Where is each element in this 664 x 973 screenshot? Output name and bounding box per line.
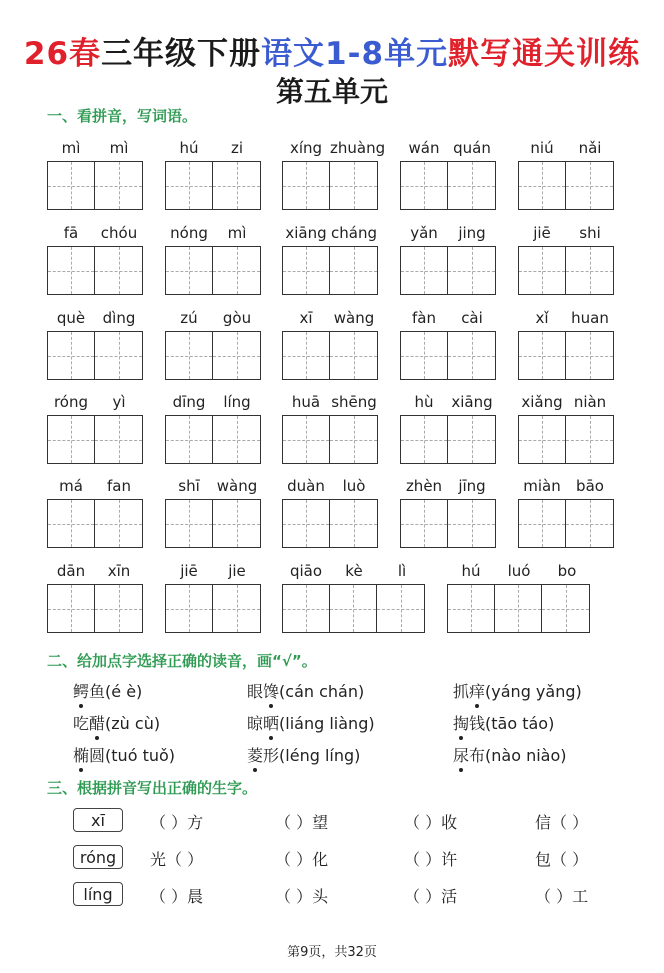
pinyin-label: xǐ: [535, 309, 549, 327]
pinyin-label: xīn: [107, 562, 131, 580]
grid-cell[interactable]: [283, 585, 330, 632]
pinyin-label: dīng: [172, 393, 206, 411]
grid-cell[interactable]: [566, 162, 613, 209]
choice-item: [247, 743, 360, 766]
word-char: 圆: [89, 746, 106, 765]
writing-box[interactable]: [518, 499, 614, 548]
pinyin-label: luò: [342, 477, 366, 495]
pinyin-label: jiē: [533, 224, 551, 242]
writing-box[interactable]: [518, 415, 614, 464]
pinyin-label: xiāng: [285, 224, 327, 242]
grid-cell[interactable]: [283, 247, 330, 294]
writing-box[interactable]: [400, 246, 496, 295]
pinyin-label: cài: [461, 309, 483, 327]
dotted-char: 醋: [89, 711, 105, 734]
writing-box[interactable]: [47, 161, 143, 210]
choice-item: [73, 711, 160, 734]
pinyin-label: shi: [579, 224, 601, 242]
grid-cell[interactable]: [448, 500, 495, 547]
reading-options[interactable]: (cán chán): [279, 682, 365, 701]
pinyin-label: xiāng: [451, 393, 493, 411]
title-year: 26春: [23, 36, 102, 72]
dotted-char: 晒: [263, 711, 279, 734]
pinyin-label: zhèn: [405, 477, 443, 495]
writing-box[interactable]: [165, 415, 261, 464]
word-char: 布: [469, 746, 486, 765]
pinyin-label: zi: [230, 139, 244, 157]
grid-cell[interactable]: [377, 585, 424, 632]
pinyin-label: niú: [530, 139, 554, 157]
writing-box[interactable]: [165, 246, 261, 295]
grid-cell[interactable]: [330, 416, 377, 463]
grid-cell[interactable]: [448, 585, 495, 632]
writing-box[interactable]: [400, 415, 496, 464]
grid-cell[interactable]: [401, 247, 448, 294]
pinyin-label: miàn: [523, 477, 561, 495]
grid-cell[interactable]: [213, 332, 260, 379]
reading-options[interactable]: (nào niào): [485, 746, 567, 765]
pinyin-label: róng: [53, 393, 89, 411]
reading-options[interactable]: (yáng yǎng): [485, 682, 582, 701]
word-char: 钱: [469, 714, 486, 733]
pinyin-label: jie: [228, 562, 246, 580]
grid-cell[interactable]: [283, 416, 330, 463]
grid-cell[interactable]: [166, 500, 213, 547]
word-char: 抓: [453, 682, 470, 701]
fill-blank[interactable]: 包（ ）: [535, 850, 589, 869]
grid-cell[interactable]: [519, 332, 566, 379]
pinyin-label: fan: [107, 477, 131, 495]
grid-cell[interactable]: [401, 416, 448, 463]
grid-cell[interactable]: [495, 585, 542, 632]
fill-blank[interactable]: （ ）许: [404, 850, 458, 869]
word-char: 形: [263, 746, 280, 765]
grid-cell[interactable]: [95, 500, 142, 547]
pinyin-label: dān: [56, 562, 86, 580]
choice-item: [247, 679, 364, 702]
grid-cell[interactable]: [330, 247, 377, 294]
grid-cell[interactable]: [213, 416, 260, 463]
grid-cell[interactable]: [166, 247, 213, 294]
fill-blank[interactable]: （ ）望: [275, 813, 329, 832]
word-char: 鱼: [89, 682, 106, 701]
pinyin-label: nǎi: [578, 139, 602, 157]
pinyin-label: què: [56, 309, 86, 327]
writing-box[interactable]: [165, 499, 261, 548]
pinyin-label: wàng: [333, 309, 375, 327]
grid-cell[interactable]: [166, 416, 213, 463]
pinyin-label: yì: [112, 393, 126, 411]
pinyin-label: xī: [299, 309, 313, 327]
reading-options[interactable]: (tuó tuǒ): [105, 746, 176, 765]
choice-item: [247, 711, 375, 734]
pinyin-label: shēng: [331, 393, 377, 411]
dotted-char: 尿: [453, 743, 469, 766]
fill-blank[interactable]: 信（ ）: [535, 813, 589, 832]
pinyin-label: duàn: [287, 477, 325, 495]
grid-cell[interactable]: [519, 247, 566, 294]
fill-blank[interactable]: （ ）工: [535, 887, 589, 906]
pinyin-label: zhuàng: [330, 139, 386, 157]
pinyin-label: líng: [223, 393, 251, 411]
pinyin-label: kè: [345, 562, 363, 580]
writing-box[interactable]: [400, 499, 496, 548]
grid-cell[interactable]: [166, 332, 213, 379]
pinyin-label: yǎn: [410, 224, 438, 242]
choice-item: [453, 743, 567, 766]
grid-cell[interactable]: [448, 416, 495, 463]
pinyin-label: cháng: [331, 224, 377, 242]
writing-box[interactable]: [282, 584, 425, 633]
writing-box[interactable]: [518, 161, 614, 210]
writing-box[interactable]: [518, 331, 614, 380]
grid-cell[interactable]: [213, 247, 260, 294]
reading-options[interactable]: (liáng liàng): [279, 714, 375, 733]
writing-box[interactable]: [165, 331, 261, 380]
writing-box[interactable]: [282, 246, 378, 295]
writing-box[interactable]: [518, 246, 614, 295]
word-char: 吃: [73, 714, 90, 733]
choice-item: [453, 679, 582, 702]
title-training: 默写通关训练: [448, 36, 641, 72]
writing-box[interactable]: [282, 161, 378, 210]
section3-title: 三、根据拼音写出正确的生字。: [47, 779, 258, 797]
pinyin-label: luó: [507, 562, 531, 580]
pinyin-label: hú: [461, 562, 481, 580]
pinyin-label: jing: [458, 224, 486, 242]
grid-cell[interactable]: [566, 500, 613, 547]
pinyin-label: má: [59, 477, 83, 495]
grid-cell[interactable]: [213, 585, 260, 632]
fill-blank[interactable]: （ ）活: [404, 887, 458, 906]
pinyin-label: shī: [178, 477, 200, 495]
choice-item: [73, 679, 142, 702]
dotted-char: 痒: [469, 679, 485, 702]
grid-cell[interactable]: [283, 500, 330, 547]
grid-cell[interactable]: [48, 416, 95, 463]
pinyin-label: jiē: [180, 562, 198, 580]
grid-cell[interactable]: [213, 162, 260, 209]
grid-cell[interactable]: [448, 247, 495, 294]
pinyin-label: jīng: [458, 477, 486, 495]
fill-blank[interactable]: 光（ ）: [150, 850, 204, 869]
grid-cell[interactable]: [401, 332, 448, 379]
word-char: 晾: [247, 714, 264, 733]
dotted-char: 鳄: [73, 679, 89, 702]
grid-cell[interactable]: [213, 500, 260, 547]
unit-title: 第五单元: [275, 75, 388, 108]
fill-blank[interactable]: （ ）晨: [150, 887, 204, 906]
grid-cell[interactable]: [48, 332, 95, 379]
grid-cell[interactable]: [519, 500, 566, 547]
word-char: 眼: [247, 682, 264, 701]
fill-blank[interactable]: （ ）化: [275, 850, 329, 869]
choice-item: [453, 711, 554, 734]
grid-cell[interactable]: [283, 332, 330, 379]
writing-box[interactable]: [47, 415, 143, 464]
pinyin-label: mì: [61, 139, 81, 157]
writing-box[interactable]: [447, 584, 590, 633]
writing-box[interactable]: [400, 331, 496, 380]
section1-title: 一、看拼音，写词语。: [47, 107, 198, 125]
grid-cell[interactable]: [95, 162, 142, 209]
grid-cell[interactable]: [95, 332, 142, 379]
fill-blank[interactable]: （ ）方: [150, 813, 204, 832]
pinyin-label: nóng: [170, 224, 208, 242]
dotted-char: 菱: [247, 743, 263, 766]
grid-cell[interactable]: [95, 585, 142, 632]
pinyin-label: mì: [109, 139, 129, 157]
grid-cell[interactable]: [566, 247, 613, 294]
grid-cell[interactable]: [95, 247, 142, 294]
pinyin-label: hú: [179, 139, 199, 157]
writing-box[interactable]: [282, 499, 378, 548]
reading-options[interactable]: (zù cù): [105, 714, 161, 733]
grid-cell[interactable]: [166, 162, 213, 209]
pinyin-label: bāo: [576, 477, 604, 495]
pinyin-label: zú: [180, 309, 198, 327]
grid-cell[interactable]: [330, 500, 377, 547]
pinyin-label: fā: [63, 224, 79, 242]
grid-cell[interactable]: [48, 500, 95, 547]
section2-title: 二、给加点字选择正确的读音，画“√”。: [47, 652, 317, 670]
page-title: [0, 28, 664, 73]
grid-cell[interactable]: [48, 585, 95, 632]
pinyin-label: gòu: [222, 309, 252, 327]
pinyin-label: xíng: [289, 139, 323, 157]
page-footer: 第9页，共32页: [287, 945, 377, 960]
fill-blank[interactable]: （ ）收: [404, 813, 458, 832]
grid-cell[interactable]: [166, 585, 213, 632]
writing-box[interactable]: [400, 161, 496, 210]
pinyin-label: huan: [571, 309, 609, 327]
writing-box[interactable]: [47, 246, 143, 295]
grid-cell[interactable]: [448, 332, 495, 379]
grid-cell[interactable]: [330, 162, 377, 209]
pinyin-label: qiāo: [289, 562, 323, 580]
grid-cell[interactable]: [48, 162, 95, 209]
grid-cell[interactable]: [542, 585, 589, 632]
grid-cell[interactable]: [519, 162, 566, 209]
reading-options[interactable]: (tāo táo): [485, 714, 555, 733]
pinyin-label: quán: [453, 139, 491, 157]
dotted-char: 椭: [73, 743, 89, 766]
pinyin-box: xī: [73, 808, 123, 832]
pinyin-label: chóu: [100, 224, 138, 242]
reading-options[interactable]: (é è): [105, 682, 143, 701]
pinyin-label: dìng: [102, 309, 136, 327]
pinyin-label: fàn: [412, 309, 436, 327]
pinyin-label: bo: [557, 562, 577, 580]
grid-cell[interactable]: [401, 500, 448, 547]
grid-cell[interactable]: [330, 585, 377, 632]
writing-box[interactable]: [165, 584, 261, 633]
pinyin-label: hù: [414, 393, 434, 411]
writing-box[interactable]: [47, 584, 143, 633]
title-subject: 语文1-8单元: [261, 36, 449, 72]
grid-cell[interactable]: [95, 416, 142, 463]
writing-box[interactable]: [282, 415, 378, 464]
pinyin-box: líng: [73, 882, 123, 906]
fill-blank[interactable]: （ ）头: [275, 887, 329, 906]
grid-cell[interactable]: [566, 332, 613, 379]
title-grade: 三年级下册: [101, 36, 262, 72]
pinyin-label: wán: [408, 139, 440, 157]
pinyin-label: niàn: [573, 393, 607, 411]
grid-cell[interactable]: [48, 247, 95, 294]
writing-box[interactable]: [47, 499, 143, 548]
pinyin-label: wàng: [216, 477, 258, 495]
pinyin-box: róng: [73, 845, 123, 869]
writing-box[interactable]: [282, 331, 378, 380]
reading-options[interactable]: (léng líng): [279, 746, 361, 765]
grid-cell[interactable]: [283, 162, 330, 209]
pinyin-label: lì: [397, 562, 407, 580]
pinyin-label: xiǎng: [521, 393, 563, 411]
grid-cell[interactable]: [519, 416, 566, 463]
grid-cell[interactable]: [566, 416, 613, 463]
grid-cell[interactable]: [448, 162, 495, 209]
dotted-char: 馋: [263, 679, 279, 702]
writing-box[interactable]: [165, 161, 261, 210]
pinyin-label: huā: [291, 393, 321, 411]
grid-cell[interactable]: [330, 332, 377, 379]
pinyin-label: mì: [227, 224, 247, 242]
writing-box[interactable]: [47, 331, 143, 380]
dotted-char: 掏: [453, 711, 469, 734]
grid-cell[interactable]: [401, 162, 448, 209]
choice-item: [73, 743, 175, 766]
